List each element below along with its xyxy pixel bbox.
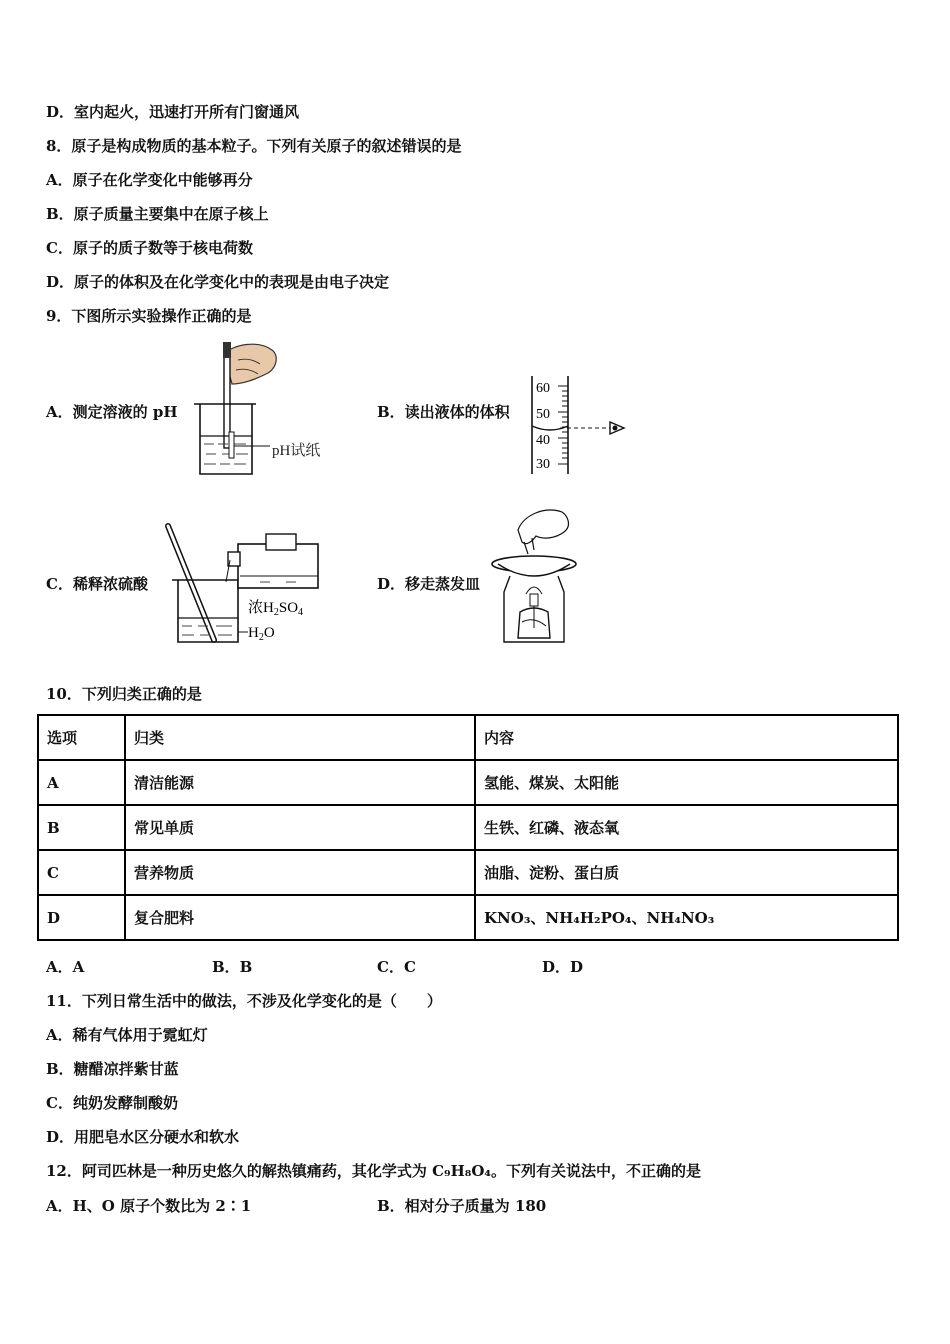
table-row xyxy=(38,760,898,805)
q8-option-b: B．原子质量主要集中在原子核上 xyxy=(46,205,269,223)
q8-option-a: A．原子在化学变化中能够再分 xyxy=(46,171,253,189)
q9-stem: 9．下图所示实验操作正确的是 xyxy=(46,307,252,325)
evaporating-dish-figure xyxy=(488,506,580,648)
table-cell: 营养物质 xyxy=(125,850,475,895)
table-cell: B xyxy=(38,805,125,850)
table-row xyxy=(38,850,898,895)
cylinder-tick-30: 30 xyxy=(536,457,550,472)
cylinder-tick-50: 50 xyxy=(536,407,550,422)
table-cell: 生铁、红磷、液态氧 xyxy=(475,805,898,850)
q10-answer-a: A．A xyxy=(46,958,85,976)
table-row xyxy=(38,805,898,850)
q9-option-c: C．稀释浓硫酸 xyxy=(46,575,148,593)
table-cell: D xyxy=(38,895,125,940)
conc-sulfuric-acid-label: 浓$H_2SO_4$ xyxy=(248,600,304,618)
q12-stem: 12．阿司匹林是一种历史悠久的解热镇痛药，其化学式为 C₉H₈O₄。下列有关说法中，不正确的是 xyxy=(46,1162,701,1180)
q12-option-a: A．H、O 原子个数比为 2∶1 xyxy=(46,1197,252,1215)
ph-test-figure xyxy=(188,340,338,480)
table-row xyxy=(38,895,898,940)
q12-option-b: B．相对分子质量为 180 xyxy=(377,1197,547,1215)
q10-answer-b: B．B xyxy=(212,958,253,976)
ph-paper-label: pH试纸 xyxy=(272,443,321,459)
table-cell: 复合肥料 xyxy=(125,895,475,940)
table-cell: 油脂、淀粉、蛋白质 xyxy=(475,850,898,895)
q7-option-d: D．室内起火，迅速打开所有门窗通风 xyxy=(46,103,300,121)
table-cell: KNO₃、NH₄H₂PO₄、NH₄NO₃ xyxy=(475,895,898,940)
q10-answer-d: D．D xyxy=(542,958,584,976)
q9-option-b: B．读出液体的体积 xyxy=(377,403,510,421)
header-content: 内容 xyxy=(475,715,898,760)
q10-stem: 10．下列归类正确的是 xyxy=(46,685,202,703)
classification-table xyxy=(37,714,899,941)
q8-stem: 8．原子是构成物质的基本粒子。下列有关原子的叙述错误的是 xyxy=(46,137,462,155)
q11-option-b: B．糖醋凉拌紫甘蓝 xyxy=(46,1060,179,1078)
table-cell: C xyxy=(38,850,125,895)
q9-option-a: A．测定溶液的 pH xyxy=(46,403,178,421)
graduated-cylinder-figure xyxy=(526,372,636,482)
q8-option-c: C．原子的质子数等于核电荷数 xyxy=(46,239,253,257)
q11-option-c: C．纯奶发酵制酸奶 xyxy=(46,1094,178,1112)
q11-option-a: A．稀有气体用于霓虹灯 xyxy=(46,1026,208,1044)
q8-option-d: D．原子的体积及在化学变化中的表现是由电子决定 xyxy=(46,273,390,291)
header-category: 归类 xyxy=(125,715,475,760)
table-cell: 常见单质 xyxy=(125,805,475,850)
q9-option-d: D．移走蒸发皿 xyxy=(377,575,481,593)
table-cell: 氢能、煤炭、太阳能 xyxy=(475,760,898,805)
q10-answer-c: C．C xyxy=(377,958,416,976)
water-label: $H_2O$ xyxy=(248,625,275,643)
table-cell: A xyxy=(38,760,125,805)
header-option: 选项 xyxy=(38,715,125,760)
q11-stem: 11．下列日常生活中的做法，不涉及化学变化的是（ ） xyxy=(46,992,442,1010)
dilute-acid-figure xyxy=(160,520,330,648)
table-header-row xyxy=(38,715,898,760)
q11-option-d: D．用肥皂水区分硬水和软水 xyxy=(46,1128,240,1146)
cylinder-tick-40: 40 xyxy=(536,433,550,448)
cylinder-tick-60: 60 xyxy=(536,381,550,396)
table-cell: 清洁能源 xyxy=(125,760,475,805)
